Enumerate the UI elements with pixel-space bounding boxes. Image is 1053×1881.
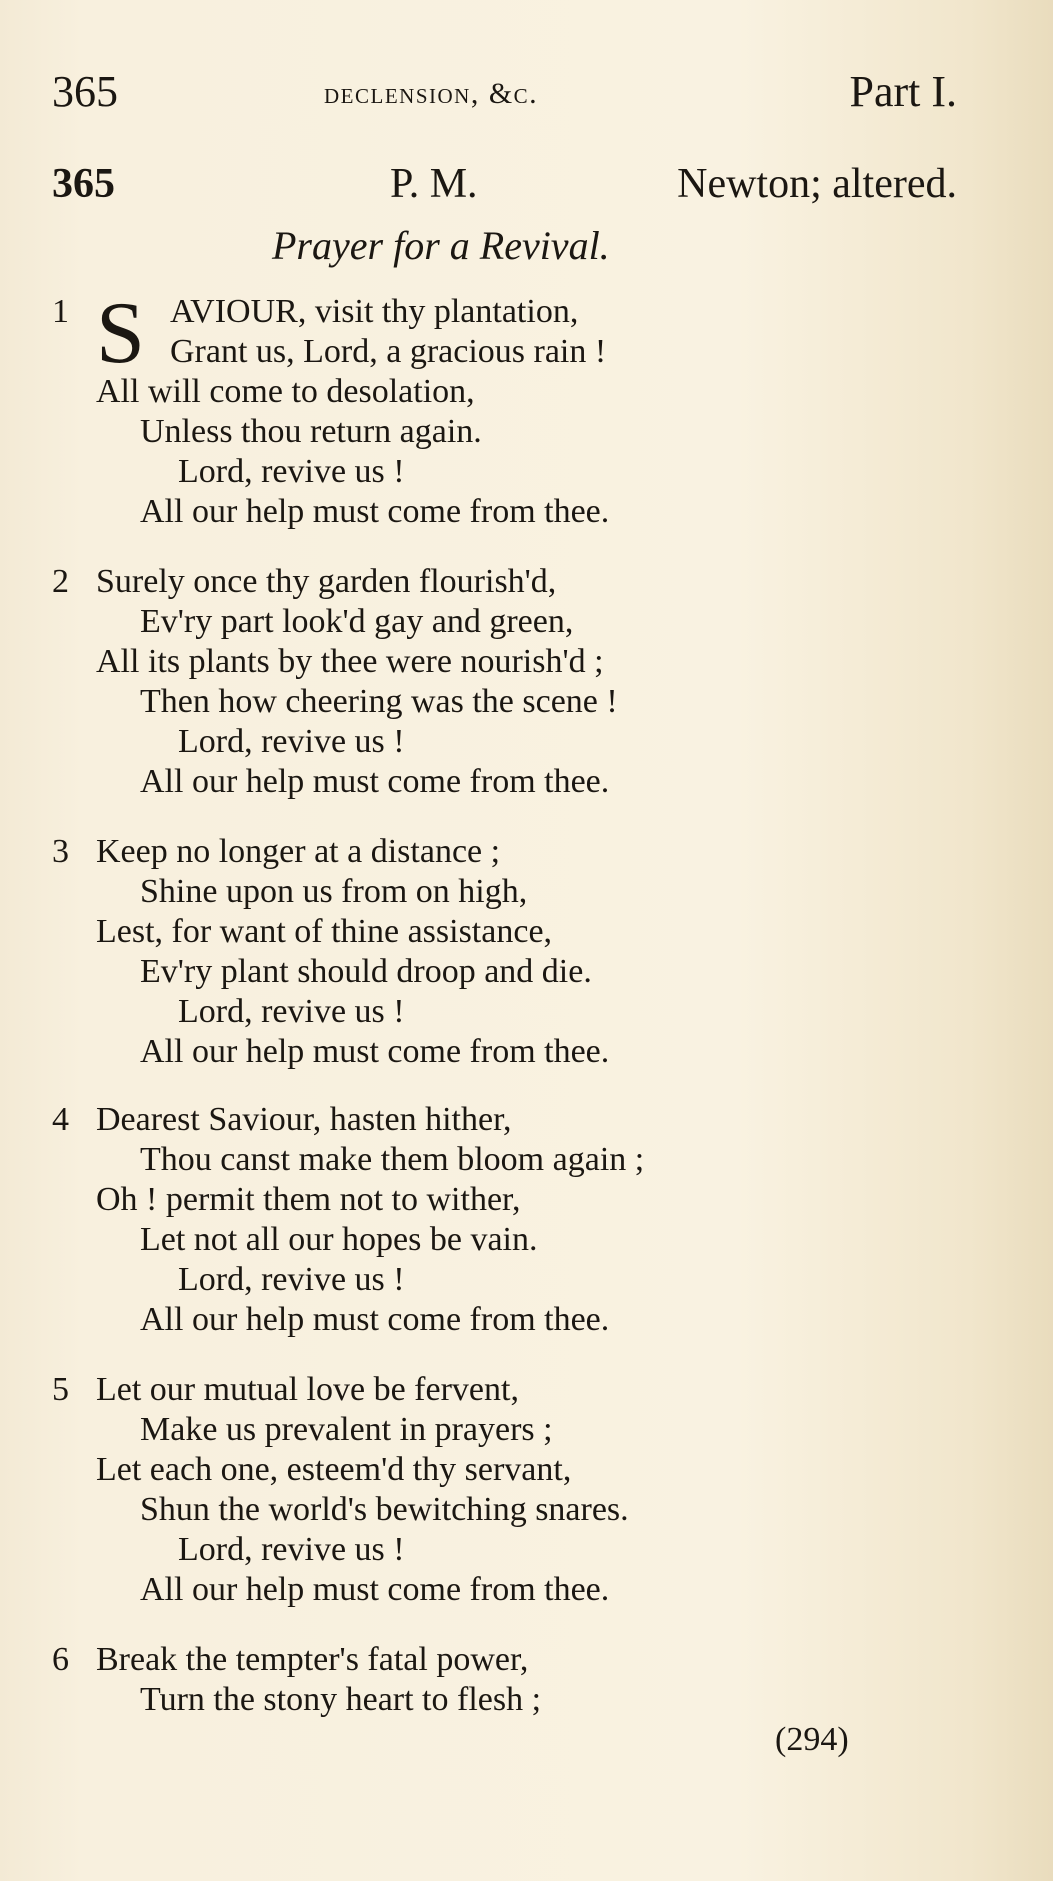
- verse-line-text: Ev'ry part look'd gay and green,: [140, 603, 574, 640]
- verse-line-text: All our help must come from thee.: [140, 763, 610, 800]
- verse-line-text: AVIOUR, visit thy plantation,: [170, 293, 579, 330]
- page-number: 365: [52, 67, 118, 116]
- verse-line: [52, 1640, 957, 1680]
- verse-line: [52, 952, 957, 992]
- verse-number: 6: [52, 1641, 69, 1678]
- hymn-number: 365: [52, 161, 115, 207]
- verse-line: [52, 1370, 957, 1410]
- verse-line-text: All our help must come from thee.: [140, 1033, 610, 1070]
- verse-1: [52, 285, 957, 532]
- verse-line: [52, 1100, 957, 1140]
- verse-line: [52, 372, 957, 412]
- verse-number: 3: [52, 833, 69, 870]
- verse-line-text: All will come to desolation,: [96, 373, 475, 410]
- verse-line-text: Lord, revive us !: [178, 1531, 405, 1568]
- verse-line-text: Lord, revive us !: [178, 993, 405, 1030]
- hymn-author: Newton; altered.: [677, 161, 957, 207]
- verse-line-text: Let each one, esteem'd thy servant,: [96, 1451, 572, 1488]
- verse-line-text: Let our mutual love be fervent,: [96, 1371, 519, 1408]
- verse-number: 2: [52, 563, 69, 600]
- verse-line: [52, 1140, 957, 1180]
- part-label: Part I.: [849, 67, 957, 116]
- verse-line: [52, 1032, 957, 1072]
- verse-line: [52, 1220, 957, 1260]
- signature-mark: (294): [775, 1721, 849, 1758]
- verse-line: [52, 492, 957, 532]
- verse-line: [52, 1300, 957, 1340]
- verse-line: [52, 832, 957, 872]
- running-header: [52, 62, 957, 122]
- verse-line: [52, 452, 957, 492]
- verse-line: [52, 762, 957, 802]
- verse-line: [52, 722, 957, 762]
- verse-line-text: Lord, revive us !: [178, 723, 405, 760]
- verse-line: [52, 1680, 957, 1720]
- verse-line-text: Shun the world's bewitching snares.: [140, 1491, 629, 1528]
- verse-line-text: Turn the stony heart to flesh ;: [140, 1681, 542, 1718]
- verse-3: [52, 832, 957, 1072]
- hymn-meter: P. M.: [390, 161, 478, 207]
- verse-line-text: Unless thou return again.: [140, 413, 482, 450]
- verse-line-text: Let not all our hopes be vain.: [140, 1221, 538, 1258]
- running-title: declension, &c.: [324, 77, 539, 110]
- verse-number: 5: [52, 1371, 69, 1408]
- verse-line-text: Lord, revive us !: [178, 453, 405, 490]
- verse-line-text: Then how cheering was the scene !: [140, 683, 618, 720]
- verse-line: [52, 1490, 957, 1530]
- verse-line-text: Break the tempter's fatal power,: [96, 1641, 529, 1678]
- verse-line-text: Shine upon us from on high,: [140, 873, 528, 910]
- verse-line: [52, 992, 957, 1032]
- verse-line: [52, 1530, 957, 1570]
- verse-line: [52, 1570, 957, 1610]
- verse-line: [52, 412, 957, 452]
- verse-line: [52, 602, 957, 642]
- verse-line: [52, 682, 957, 722]
- verse-line-text: Lest, for want of thine assistance,: [96, 913, 553, 950]
- verse-line: [52, 1180, 957, 1220]
- verse-line: [52, 1450, 957, 1490]
- verse-2: [52, 562, 957, 802]
- verse-line: [52, 1410, 957, 1450]
- verse-line: [52, 872, 957, 912]
- verse-line-text: Grant us, Lord, a gracious rain !: [170, 333, 607, 370]
- verse-line-text: All our help must come from thee.: [140, 1571, 610, 1608]
- verse-line-text: Ev'ry plant should droop and die.: [140, 953, 592, 990]
- hymn-title: Prayer for a Revival.: [272, 223, 610, 268]
- verse-line-text: Keep no longer at a distance ;: [96, 833, 501, 870]
- drop-cap: S: [96, 285, 145, 382]
- hymn-heading: [52, 154, 957, 214]
- verse-line-text: Dearest Saviour, hasten hither,: [96, 1101, 512, 1138]
- verse-line-text: Surely once thy garden flourish'd,: [96, 563, 557, 600]
- verse-line-text: All our help must come from thee.: [140, 493, 610, 530]
- verse-line: [52, 562, 957, 602]
- verse-number: 1: [52, 293, 69, 330]
- verse-line-text: All its plants by thee were nourish'd ;: [96, 643, 604, 680]
- verse-line-text: All our help must come from thee.: [140, 1301, 610, 1338]
- verse-number: 4: [52, 1101, 69, 1138]
- verse-line: [52, 332, 957, 372]
- verse-line-text: Lord, revive us !: [178, 1261, 405, 1298]
- verse-4: [52, 1100, 957, 1340]
- verse-line: [52, 1260, 957, 1300]
- verse-5: [52, 1370, 957, 1610]
- verse-6: [52, 1640, 957, 1720]
- verse-line: [52, 912, 957, 952]
- verse-line: [52, 642, 957, 682]
- verse-line-text: Oh ! permit them not to wither,: [96, 1181, 521, 1218]
- verse-line-text: Thou canst make them bloom again ;: [140, 1141, 645, 1178]
- verse-line-text: Make us prevalent in prayers ;: [140, 1411, 553, 1448]
